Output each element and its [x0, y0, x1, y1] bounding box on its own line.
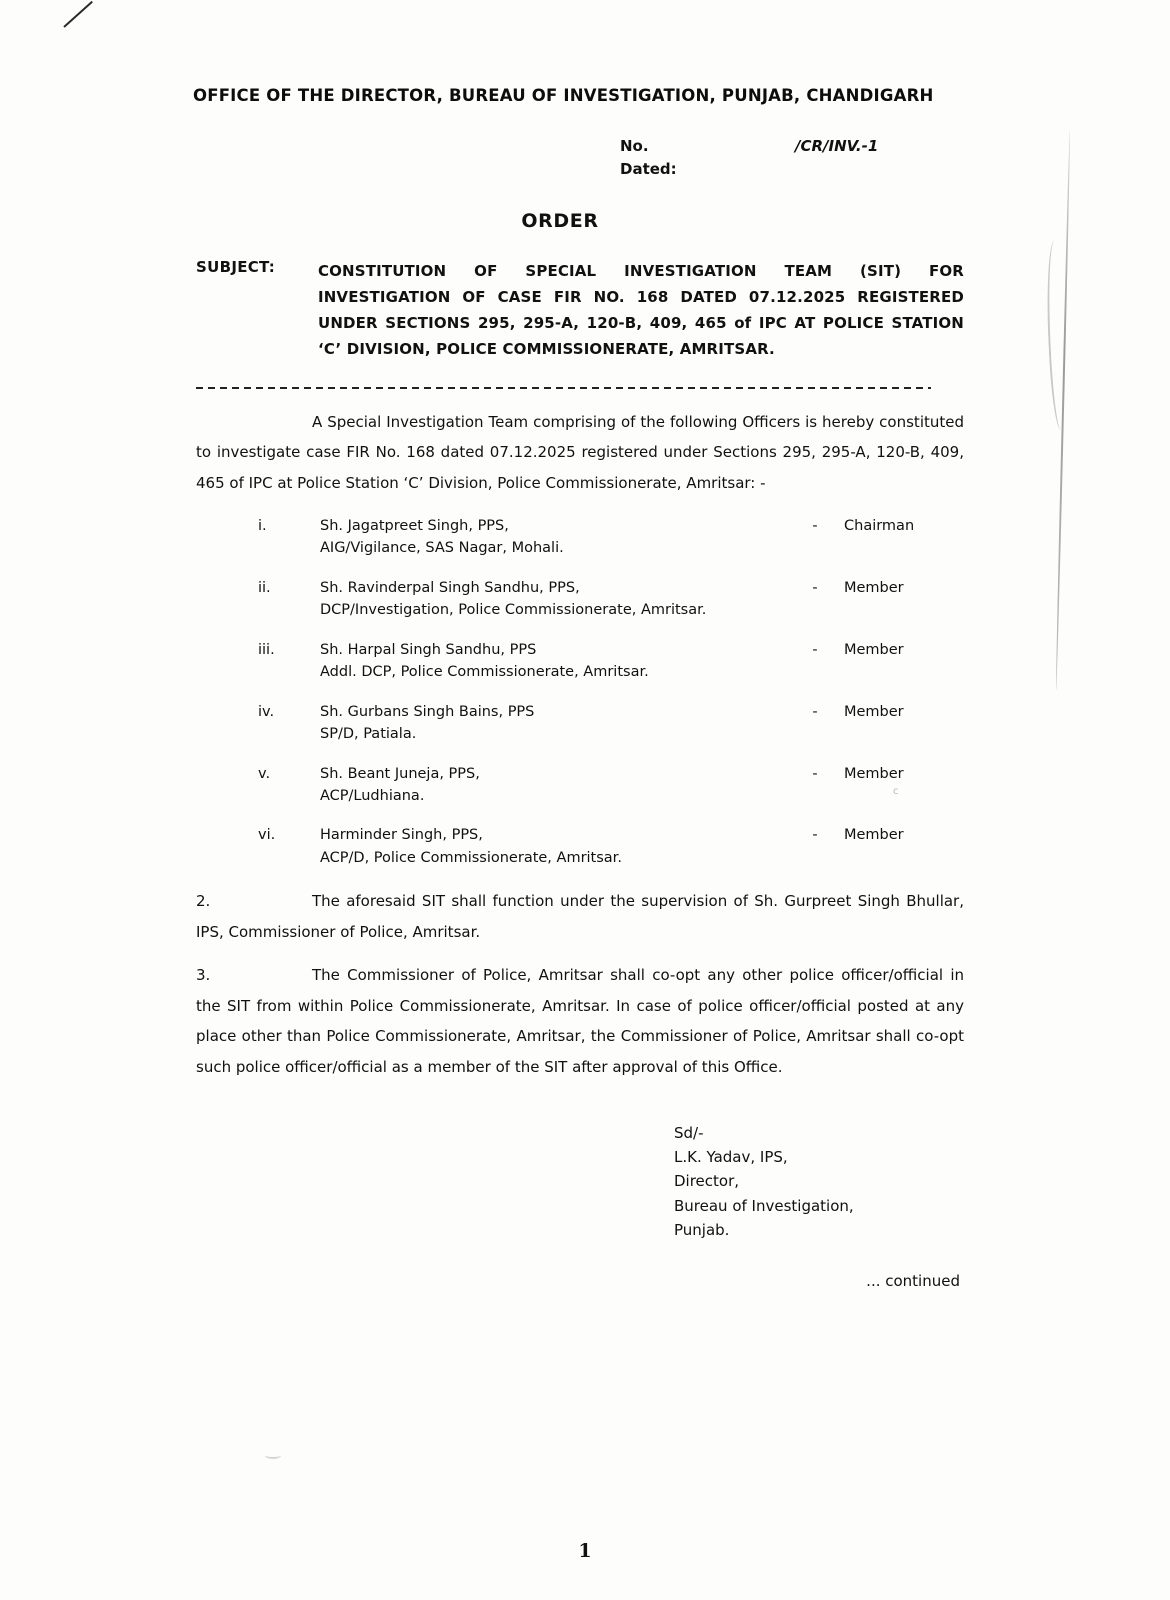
list-item — [252, 639, 964, 684]
member-index: iv. — [258, 703, 275, 720]
reference-date-row — [620, 158, 964, 181]
member-role: Member — [844, 641, 904, 658]
scan-artifact-page-curl — [1048, 130, 1078, 690]
subject-label: SUBJECT: — [196, 257, 276, 276]
page-number: 1 — [578, 1540, 592, 1562]
member-role: Member — [844, 703, 904, 720]
member-designation: DCP/Investigation, Police Commissionerate, Amritsar. — [320, 602, 707, 619]
member-list — [252, 515, 964, 870]
member-name: Sh. Jagatpreet Singh, PPS, — [320, 517, 509, 534]
list-item — [252, 515, 964, 560]
member-name: Sh. Ravinderpal Singh Sandhu, PPS, — [320, 579, 580, 596]
member-dash: - — [812, 641, 818, 658]
clause-3 — [196, 960, 964, 1083]
member-role: Member — [844, 827, 904, 844]
horizontal-divider — [196, 387, 931, 389]
office-title: OFFICE OF THE DIRECTOR, BUREAU OF INVESTIGATION, PUNJAB, CHANDIGARH — [193, 86, 934, 105]
intro-paragraph-text: A Special Investigation Team comprising of the following Officers is hereby constituted to investigate case FIR No. 168 dated 07.12.2025 registered under Sections 295, 295-A, 120-B, 409, 465 of IPC at Police Station ‘C’ Division, Police Commissionerate, Amritsar: - — [196, 412, 964, 492]
reference-no-value: /CR/INV.-1 — [795, 137, 879, 155]
clause-3-text: The Commissioner of Police, Amritsar shall co-opt any other police officer/official in the SIT from within Police Commissionerate, Amritsar. In case of police officer/official posted at any place other than Police Commissionerate, Amritsar, the Commissioner of Police, Amritsar shall co-opt such police officer/official as a member of the SIT after approval of this Office. — [196, 965, 964, 1077]
signatory-title: Director, — [674, 1172, 740, 1191]
member-details — [320, 639, 786, 684]
scan-artifact-speck: c — [893, 786, 899, 797]
reference-dated-label: Dated: — [620, 160, 677, 179]
member-index: iii. — [258, 641, 275, 658]
reference-no-label: No. — [620, 137, 649, 155]
member-dash: - — [812, 703, 818, 720]
reference-number-row — [620, 135, 964, 158]
document-body — [193, 86, 964, 1291]
scan-artifact-pen-mark — [62, 2, 102, 32]
member-designation: ACP/D, Police Commissionerate, Amritsar. — [320, 849, 622, 866]
clause-3-number: 3. — [196, 965, 211, 984]
member-dash: - — [812, 579, 818, 596]
member-dash: - — [812, 765, 818, 782]
member-index: vi. — [258, 827, 276, 844]
member-designation: SP/D, Patiala. — [320, 726, 417, 743]
clause-2 — [196, 886, 964, 948]
list-item — [252, 577, 964, 622]
signature-block — [674, 1121, 964, 1242]
member-designation: AIG/Vigilance, SAS Nagar, Mohali. — [320, 540, 564, 557]
member-role: Member — [844, 579, 904, 596]
clause-2-text: The aforesaid SIT shall function under the supervision of Sh. Gurpreet Singh Bhullar, IPS, Commissioner of Police, Amritsar. — [196, 892, 964, 942]
continued-note: ... continued — [866, 1272, 960, 1291]
subject-text: CONSTITUTION OF SPECIAL INVESTIGATION TEAM (SIT) FOR INVESTIGATION OF CASE FIR NO. 168 DATED 07.12.2025 REGISTERED UNDER SECTIONS 295, 295-A, 120-B, 409, 465 of IPC AT POLICE STATION ‘C’ DIVISION, POLICE COMMISSIONERATE, AMRITSAR. — [318, 261, 964, 359]
list-item — [252, 824, 964, 869]
member-dash: - — [812, 517, 818, 534]
list-item — [252, 701, 964, 746]
member-designation: ACP/Ludhiana. — [320, 787, 425, 804]
subject-row — [196, 258, 964, 363]
clause-2-number: 2. — [196, 892, 211, 911]
order-heading: ORDER — [521, 209, 599, 232]
member-name: Sh. Beant Juneja, PPS, — [320, 765, 480, 782]
member-index: ii. — [258, 579, 271, 596]
member-details — [320, 515, 786, 560]
member-index: i. — [258, 517, 267, 534]
member-dash: - — [812, 827, 818, 844]
member-role: Member — [844, 765, 904, 782]
member-details — [320, 763, 786, 808]
list-item — [252, 763, 964, 808]
intro-paragraph — [196, 407, 964, 499]
member-name: Harminder Singh, PPS, — [320, 827, 483, 844]
signatory-org-line1: Bureau of Investigation, — [674, 1196, 854, 1215]
member-index: v. — [258, 765, 271, 782]
member-name: Sh. Harpal Singh Sandhu, PPS — [320, 641, 537, 658]
member-details — [320, 824, 786, 869]
scan-artifact-smudge — [265, 1452, 281, 1459]
member-name: Sh. Gurbans Singh Bains, PPS — [320, 703, 535, 720]
signature-sd: Sd/- — [674, 1123, 704, 1142]
signatory-org-line2: Punjab. — [674, 1221, 730, 1240]
member-details — [320, 701, 786, 746]
signatory-name: L.K. Yadav, IPS, — [674, 1148, 788, 1167]
reference-block — [620, 135, 964, 182]
member-details — [320, 577, 786, 622]
member-designation: Addl. DCP, Police Commissionerate, Amritsar. — [320, 664, 649, 681]
member-role: Chairman — [844, 517, 915, 534]
